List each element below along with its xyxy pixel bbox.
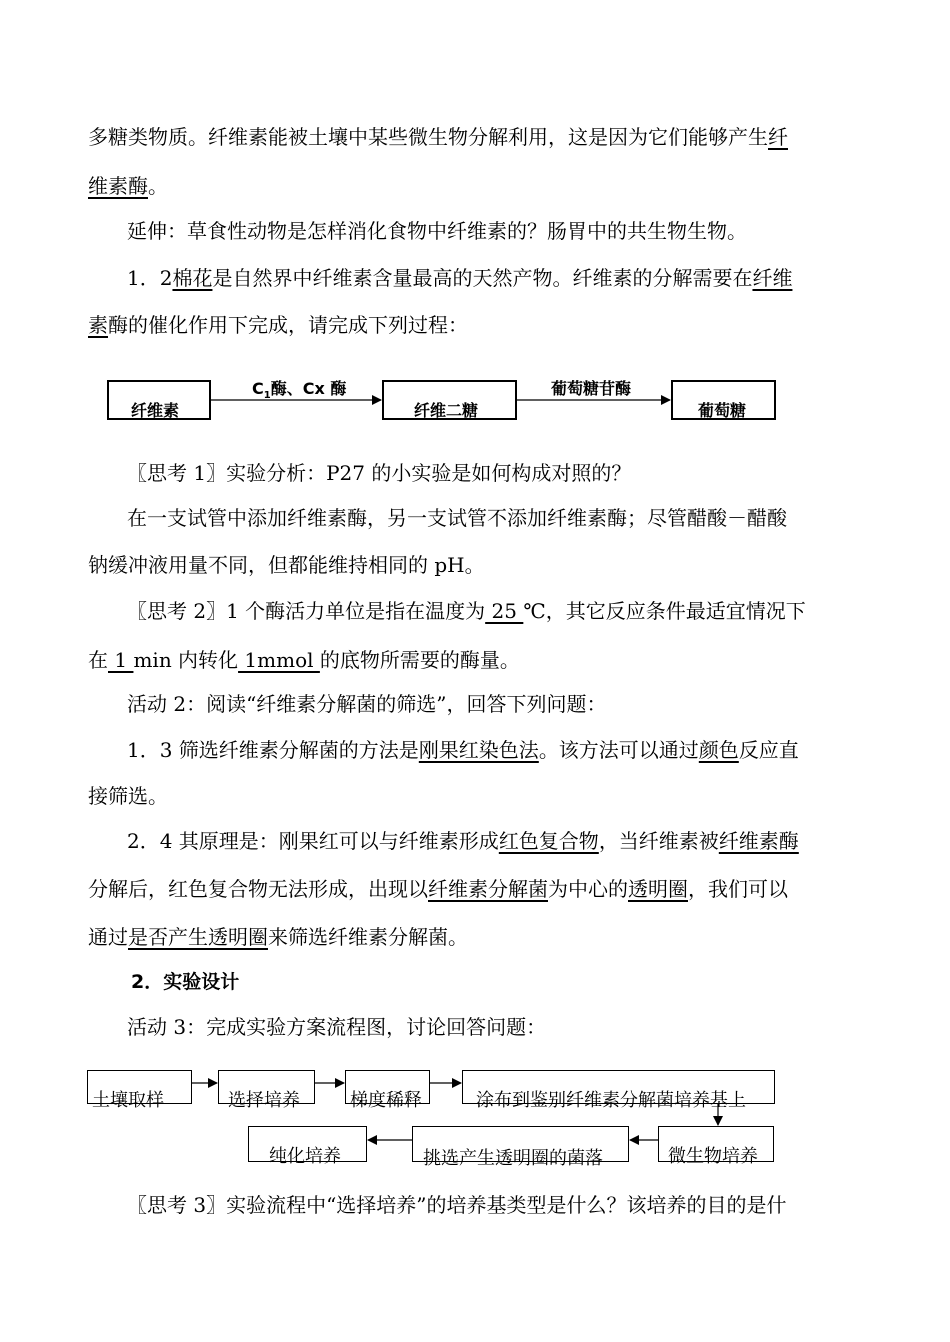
text: 。 [148,174,168,198]
answer-underline: 刚果红染色法 [418,738,539,762]
box-label: 纤维素 [131,401,180,420]
text: 是自然界中纤维素含量最高的天然产物。纤维素的分解需要在 [212,266,753,290]
answer-underline: 红色复合物 [498,829,599,853]
text: C [252,379,264,398]
text: 酶的催化作用下完成，请完成下列过程： [108,313,468,337]
flow-label: 土壤取样 [92,1090,164,1111]
arrow-label-glucosidase: 葡萄糖苷酶 [551,379,632,398]
text: 2．4 其原理是：刚果红可以与纤维素形成 [127,829,499,853]
box-label: 纤维二糖 [414,401,479,420]
answer-underline: 纤维素酶 [718,829,799,853]
answer-line: 钠缓冲液用量不同，但都能维持相同的 pH。 [88,553,485,577]
text: 分解后，红色复合物无法形成，出现以 [88,877,428,901]
text: 酶、Cx 酶 [270,379,347,398]
text: 在 [88,648,108,672]
think-question: 〖思考 3〗实验流程中“选择培养”的培养基类型是什么？该培养的目的是什 [127,1193,787,1217]
answer-underline: 纤维素分解菌 [428,877,548,901]
flow-label: 梯度稀释 [350,1090,422,1111]
think-question: 〖思考 1〗实验分析：P27 的小实验是如何构成对照的？ [127,461,632,485]
flow-label: 微生物培养 [668,1146,758,1167]
text: ，当纤维素被 [598,829,719,853]
text: 。该方法可以通过 [538,738,699,762]
text: 通过 [88,925,128,949]
text: 反应直 [738,738,799,762]
answer-line: 在一支试管中添加纤维素酶，另一支试管不添加纤维素酶；尽管醋酸－醋酸 [127,506,787,530]
paragraph-line: 接筛选。 [88,784,168,808]
subscript: 1 [263,390,271,402]
extension-line: 延伸：草食性动物是怎样消化食物中纤维素的？肠胃中的共生物生物。 [127,219,747,243]
text: 1．3 筛选纤维素分解菌的方法是 [127,738,419,762]
box-label: 葡萄糖 [698,401,747,420]
text: 多糖类物质。纤维素能被土壤中某些微生物分解利用，这是因为它们能够产生 [88,125,768,149]
flow-label: 涂布到鉴别纤维素分解菌培养基上 [476,1090,746,1111]
answer-underline: 素 [88,313,108,337]
text: ℃，其它反应条件最适宜情况下 [523,599,806,623]
flow-label: 挑选产生透明圈的菌落 [423,1148,603,1169]
answer-underline: 透明圈 [628,877,688,901]
text: 为中心的 [548,877,628,901]
answer-underline: 纤维 [752,266,793,290]
activity-line: 活动 2：阅读“纤维素分解菌的筛选”，回答下列问题： [127,692,607,716]
text: ，我们可以 [688,877,788,901]
answer-underline: 纤 [768,125,788,149]
text: 1．2 [127,266,173,290]
answer-underline: 是否产生透明圈 [128,925,268,949]
answer-underline: 1 [108,648,134,672]
answer-underline: 棉花 [172,266,213,290]
flow-label: 选择培养 [228,1090,300,1111]
text: 的底物所需要的酶量。 [319,648,520,672]
flow-label: 纯化培养 [269,1146,341,1167]
answer-underline: 25 [485,599,524,623]
activity-line: 活动 3：完成实验方案流程图，讨论回答问题： [127,1015,547,1039]
answer-underline: 维素酶 [88,174,148,198]
answer-underline: 颜色 [698,738,739,762]
text: min 内转化 [133,648,239,672]
text: 〖思考 2〗1 个酶活力单位是指在温度为 [127,599,486,623]
text: 来筛选纤维素分解菌。 [268,925,468,949]
answer-underline: 1mmol [238,648,320,672]
section-heading: 2．实验设计 [131,971,240,993]
